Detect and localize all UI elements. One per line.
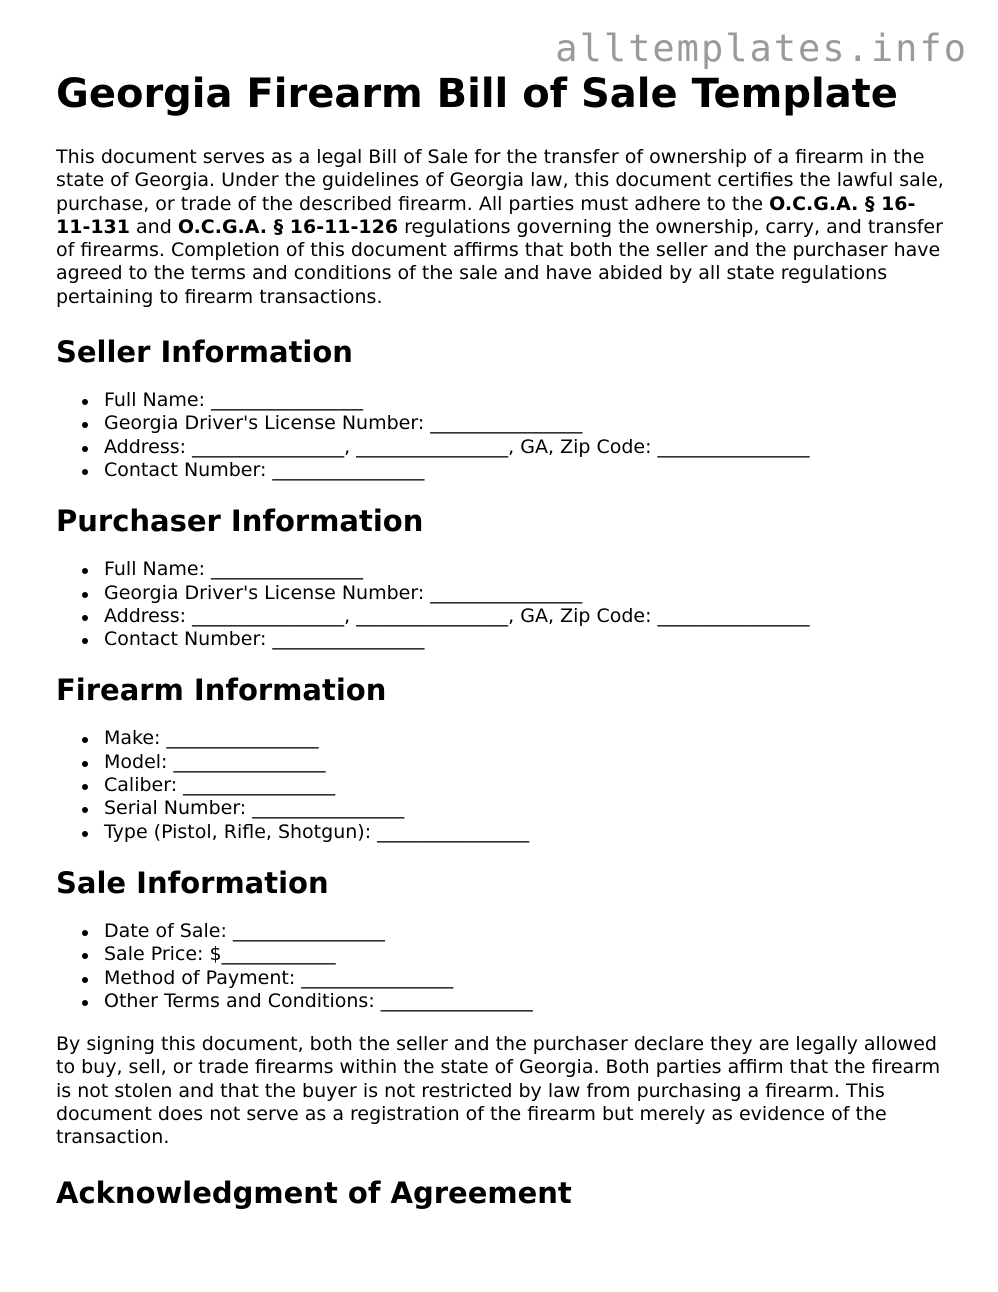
seller-full-name: Full Name: ________________ — [104, 389, 946, 412]
firearm-caliber: Caliber: ________________ — [104, 774, 946, 797]
intro-and: and — [130, 215, 178, 238]
code-reference-2: O.C.G.A. § 16-11-126 — [177, 215, 399, 238]
firearm-heading: Firearm Information — [56, 673, 387, 708]
purchaser-full-name: Full Name: ________________ — [104, 558, 946, 581]
purchaser-list — [56, 558, 946, 651]
seller-heading: Seller Information — [56, 335, 353, 370]
intro-text-2: regulations governing the ownership, carry, and transfer of firearms. Completion of this document affirms that both the seller and the purchaser have agreed to the terms and conditions of the sale and have abided by all state regulations pertaining to firearm transactions. — [56, 215, 943, 308]
purchaser-license-number: Georgia Driver's License Number: ________________ — [104, 582, 946, 605]
watermark: alltemplates.info — [555, 27, 968, 70]
document-title: Georgia Firearm Bill of Sale Template — [56, 71, 898, 117]
acknowledgment-heading: Acknowledgment of Agreement — [56, 1175, 572, 1210]
firearm-list — [56, 727, 946, 843]
firearm-type: Type (Pistol, Rifle, Shotgun): ________________ — [104, 821, 946, 844]
seller-address: Address: ________________, ________________, GA, Zip Code: ________________ — [104, 436, 946, 459]
seller-contact-number: Contact Number: ________________ — [104, 459, 946, 482]
document — [56, 70, 946, 1210]
sale-list — [56, 920, 946, 1013]
sale-other-terms: Other Terms and Conditions: ________________ — [104, 990, 946, 1013]
code-reference-1: O.C.G.A. § 16-11-131 — [56, 192, 916, 238]
seller-list — [56, 389, 946, 482]
sale-date: Date of Sale: ________________ — [104, 920, 946, 943]
intro-text-1: This document serves as a legal Bill of Sale for the transfer of ownership of a firearm in the state of Georgia. Under the guidelines of Georgia law, this document certifies the lawful sale, purchase, or trade of the described firearm. All parties must adhere to the — [56, 146, 944, 215]
firearm-serial-number: Serial Number: ________________ — [104, 797, 946, 820]
purchaser-contact-number: Contact Number: ________________ — [104, 628, 946, 651]
firearm-model: Model: ________________ — [104, 751, 946, 774]
closing-paragraph: By signing this document, both the seller and the purchaser declare they are legally allowed to buy, sell, or trade firearms within the state of Georgia. Both parties affirm that the firearm is not stolen and that the buyer is not restricted by law from purchasing a firearm. This document does not serve as a registration of the firearm but merely as evidence of the transaction. — [56, 1033, 941, 1149]
sale-price: Sale Price: $____________ — [104, 943, 946, 966]
purchaser-address: Address: ________________, ________________, GA, Zip Code: ________________ — [104, 605, 946, 628]
sale-heading: Sale Information — [56, 865, 329, 900]
seller-license-number: Georgia Driver's License Number: ________________ — [104, 412, 946, 435]
intro-paragraph — [56, 146, 946, 309]
purchaser-heading: Purchaser Information — [56, 504, 424, 539]
firearm-make: Make: ________________ — [104, 727, 946, 750]
sale-payment-method: Method of Payment: ________________ — [104, 967, 946, 990]
